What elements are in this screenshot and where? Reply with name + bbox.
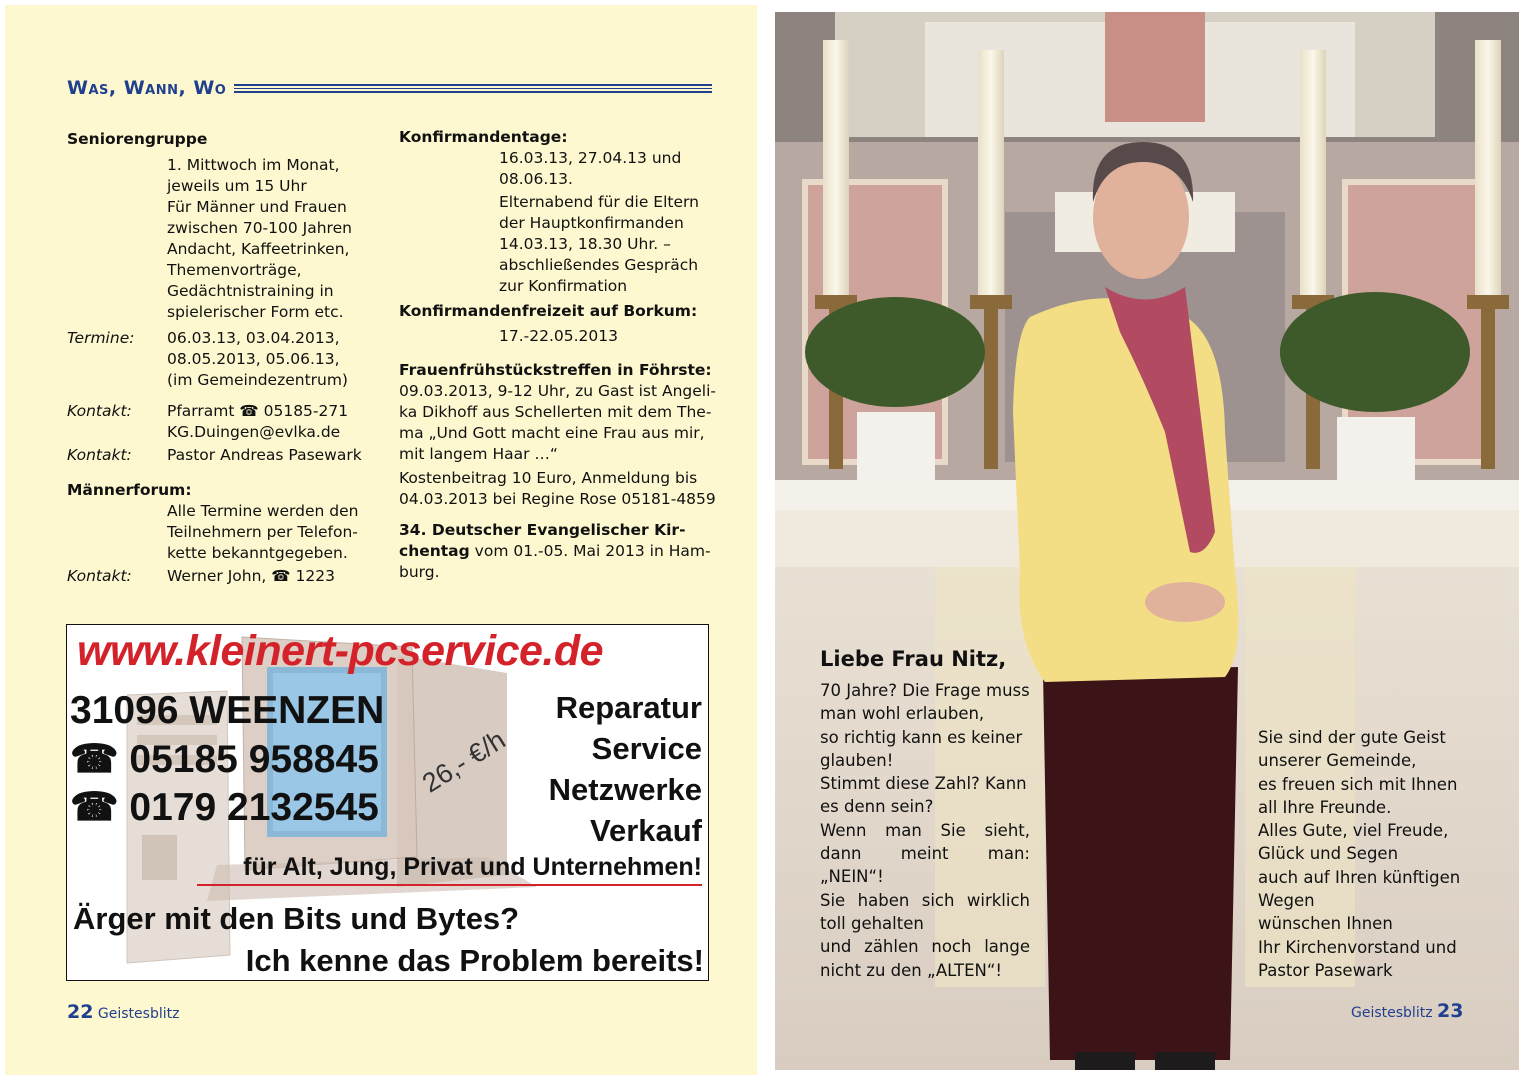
text-line: ka Dikhoff aus Schellerten mit dem The- <box>399 403 712 421</box>
text-line: burg. <box>399 563 440 581</box>
ad-city: 31096 WEENZEN <box>70 689 385 732</box>
termine-row <box>67 328 377 391</box>
text-line: 08.06.13. <box>499 170 573 188</box>
text-line: 14.03.13, 18.30 Uhr. – <box>499 235 671 253</box>
seniorengruppe-title: Seniorengruppe <box>67 130 208 148</box>
kontakt-label: Kontakt: <box>67 402 132 420</box>
page-folio-right <box>1351 1000 1463 1022</box>
text-line: nicht zu den „ALTEN“! <box>820 960 1003 980</box>
service-item: Reparatur <box>555 690 702 725</box>
letter-salutation: Liebe Frau Nitz, <box>820 647 1007 671</box>
ad-target-audience: für Alt, Jung, Privat und Unternehmen! <box>243 853 702 881</box>
text-line: „NEIN“! <box>820 867 884 887</box>
kirchentag-date: vom 01.-05. Mai 2013 in Ham- <box>469 542 711 560</box>
email-text: KG.Duingen@evlka.de <box>167 423 341 441</box>
text-line: abschließendes Gespräch <box>499 256 699 274</box>
text-line: glauben! <box>820 750 894 770</box>
page-number: 22 <box>67 1001 94 1023</box>
maennerforum-title: Männerforum: <box>67 481 192 499</box>
text-line: Gedächtnistraining in <box>167 282 334 300</box>
text-line: zwischen 70-100 Jahren <box>167 219 352 237</box>
service-item: Netzwerke <box>548 772 702 807</box>
text-line: ma „Und Gott macht eine Frau aus mir, <box>399 424 705 442</box>
text-line: Alles Gute, viel Freude, <box>1258 821 1449 841</box>
magazine-name: Geistesblitz <box>97 1006 180 1022</box>
text-line: 70 Jahre? Die Frage muss <box>820 681 1030 700</box>
seniorengruppe-description <box>67 155 377 323</box>
kontakt-label: Kontakt: <box>67 446 132 464</box>
text-line: der Hauptkonfirmanden <box>499 214 684 232</box>
konfirmandenfreizeit-title: Konfirmandenfreizeit auf Borkum: <box>399 302 698 320</box>
text-line: und zählen noch lange <box>820 937 1030 957</box>
text-line: jeweils um 15 Uhr <box>167 177 307 195</box>
text-line: Elternabend für die Eltern <box>499 193 699 211</box>
text-line: 04.03.2013 bei Regine Rose 05181-4859 <box>399 490 716 508</box>
text-line: Teilnehmern per Telefon- <box>167 523 358 541</box>
kontakt-row <box>67 445 377 466</box>
text-line: Glück und Segen <box>1258 844 1399 864</box>
ad-price: 26,- €/h <box>417 724 511 799</box>
page-folio-left <box>67 1001 179 1023</box>
text-line: Kostenbeitrag 10 Euro, Anmeldung bis <box>399 469 698 487</box>
ad-slogan: Ich kenne das Problem bereits! <box>245 943 704 978</box>
text-line: 08.05.2013, 05.06.13, <box>167 350 340 368</box>
text-line: Themenvorträge, <box>167 261 302 279</box>
text-line: 09.03.2013, 9-12 Uhr, zu Gast ist Angeli- <box>399 382 716 400</box>
text-line: (im Gemeindezentrum) <box>167 371 348 389</box>
text-line: Wenn man Sie sieht, <box>820 820 1030 840</box>
pc-service-ad <box>66 624 709 981</box>
ad-slogan: Ärger mit den Bits und Bytes? <box>73 901 520 936</box>
termine-label: Termine: <box>67 329 135 347</box>
kontakt-value: Pastor Andreas Pasewark <box>167 446 362 464</box>
konfirmandenfreizeit-date: 17.-22.05.2013 <box>499 327 618 345</box>
text-line: auch auf Ihren künftigen <box>1258 867 1461 887</box>
text-line: zur Konfirmation <box>499 277 628 295</box>
text-line: Stimmt diese Zahl? Kann <box>820 774 1027 794</box>
text-line: toll gehalten <box>820 913 924 933</box>
text-line: Pfarramt ☎ 05185-271 <box>167 402 349 420</box>
ad-phone: ☎ 05185 958845 <box>70 738 379 781</box>
kontakt-values <box>167 401 377 443</box>
kontakt-row <box>67 566 377 587</box>
text-line: 16.03.13, 27.04.13 und <box>499 149 682 167</box>
service-item: Service <box>591 731 702 766</box>
text-line: Sie haben sich wirklich <box>820 890 1030 910</box>
frauenfruehstueck-title: Frauenfrühstückstreffen in Föhrste: <box>399 361 712 379</box>
right-page <box>775 12 1519 1070</box>
ad-services <box>549 687 702 851</box>
left-column <box>67 129 377 587</box>
text-line: Sie sind der gute Geist <box>1258 728 1446 747</box>
text-line: es freuen sich mit Ihnen <box>1258 774 1458 794</box>
maennerforum-description <box>67 501 377 564</box>
ad-url[interactable]: www.kleinert-pcservice.de <box>77 627 604 675</box>
section-heading <box>67 73 712 103</box>
text-line: Wegen <box>1258 891 1315 911</box>
text-line: es denn sein? <box>820 797 934 817</box>
heading-rule <box>234 83 712 93</box>
left-page <box>5 5 757 1075</box>
text-line: wünschen Ihnen <box>1258 914 1393 934</box>
text-line: all Ihre Freunde. <box>1258 797 1392 817</box>
text-line: unserer Gemeinde, <box>1258 751 1417 771</box>
page-number: 23 <box>1437 1000 1464 1022</box>
text-line: 06.03.13, 03.04.2013, <box>167 329 340 347</box>
text-line: Andacht, Kaffeetrinken, <box>167 240 350 258</box>
service-item: Verkauf <box>589 813 702 848</box>
kirchentag-text <box>399 520 719 583</box>
text-line: man wohl erlauben, <box>820 704 985 724</box>
text-line: Pastor Pasewark <box>1258 960 1393 980</box>
frauenfruehstueck-text <box>399 381 719 510</box>
konfirmandentage-title: Konfirmandentage: <box>399 128 568 146</box>
text-line: 1. Mittwoch im Monat, <box>167 156 340 174</box>
ad-mobile-phone: ☎ 0179 2132545 <box>70 786 379 829</box>
letter-right-column <box>1258 726 1463 982</box>
text-line: so richtig kann es keiner <box>820 727 1023 747</box>
magazine-name: Geistesblitz <box>1351 1005 1433 1021</box>
kirchentag-title-end: chentag <box>399 542 470 560</box>
text-line: Alle Termine werden den <box>167 502 359 520</box>
text-line: kette bekanntgegeben. <box>167 544 348 562</box>
kirchentag-title: 34. Deutscher Evangelischer Kir- <box>399 521 686 539</box>
text-line: spielerischer Form etc. <box>167 303 344 321</box>
kontakt-value: Werner John, ☎ 1223 <box>167 567 335 585</box>
text-line: dann meint man: <box>820 844 1030 864</box>
text-line: mit langem Haar …“ <box>399 445 558 463</box>
ad-underline <box>197 884 702 886</box>
text-line: Ihr Kirchenvorstand und <box>1258 937 1457 957</box>
text-line <box>399 541 719 562</box>
kontakt-row <box>67 401 377 443</box>
text-line: Für Männer und Frauen <box>167 198 347 216</box>
kontakt-label: Kontakt: <box>67 567 132 585</box>
termine-values <box>167 328 377 391</box>
konfirmandentage-text <box>399 148 719 297</box>
heading-title: Was, Wann, Wo <box>67 77 227 99</box>
right-column <box>399 127 719 583</box>
letter-left-column <box>820 679 1030 982</box>
